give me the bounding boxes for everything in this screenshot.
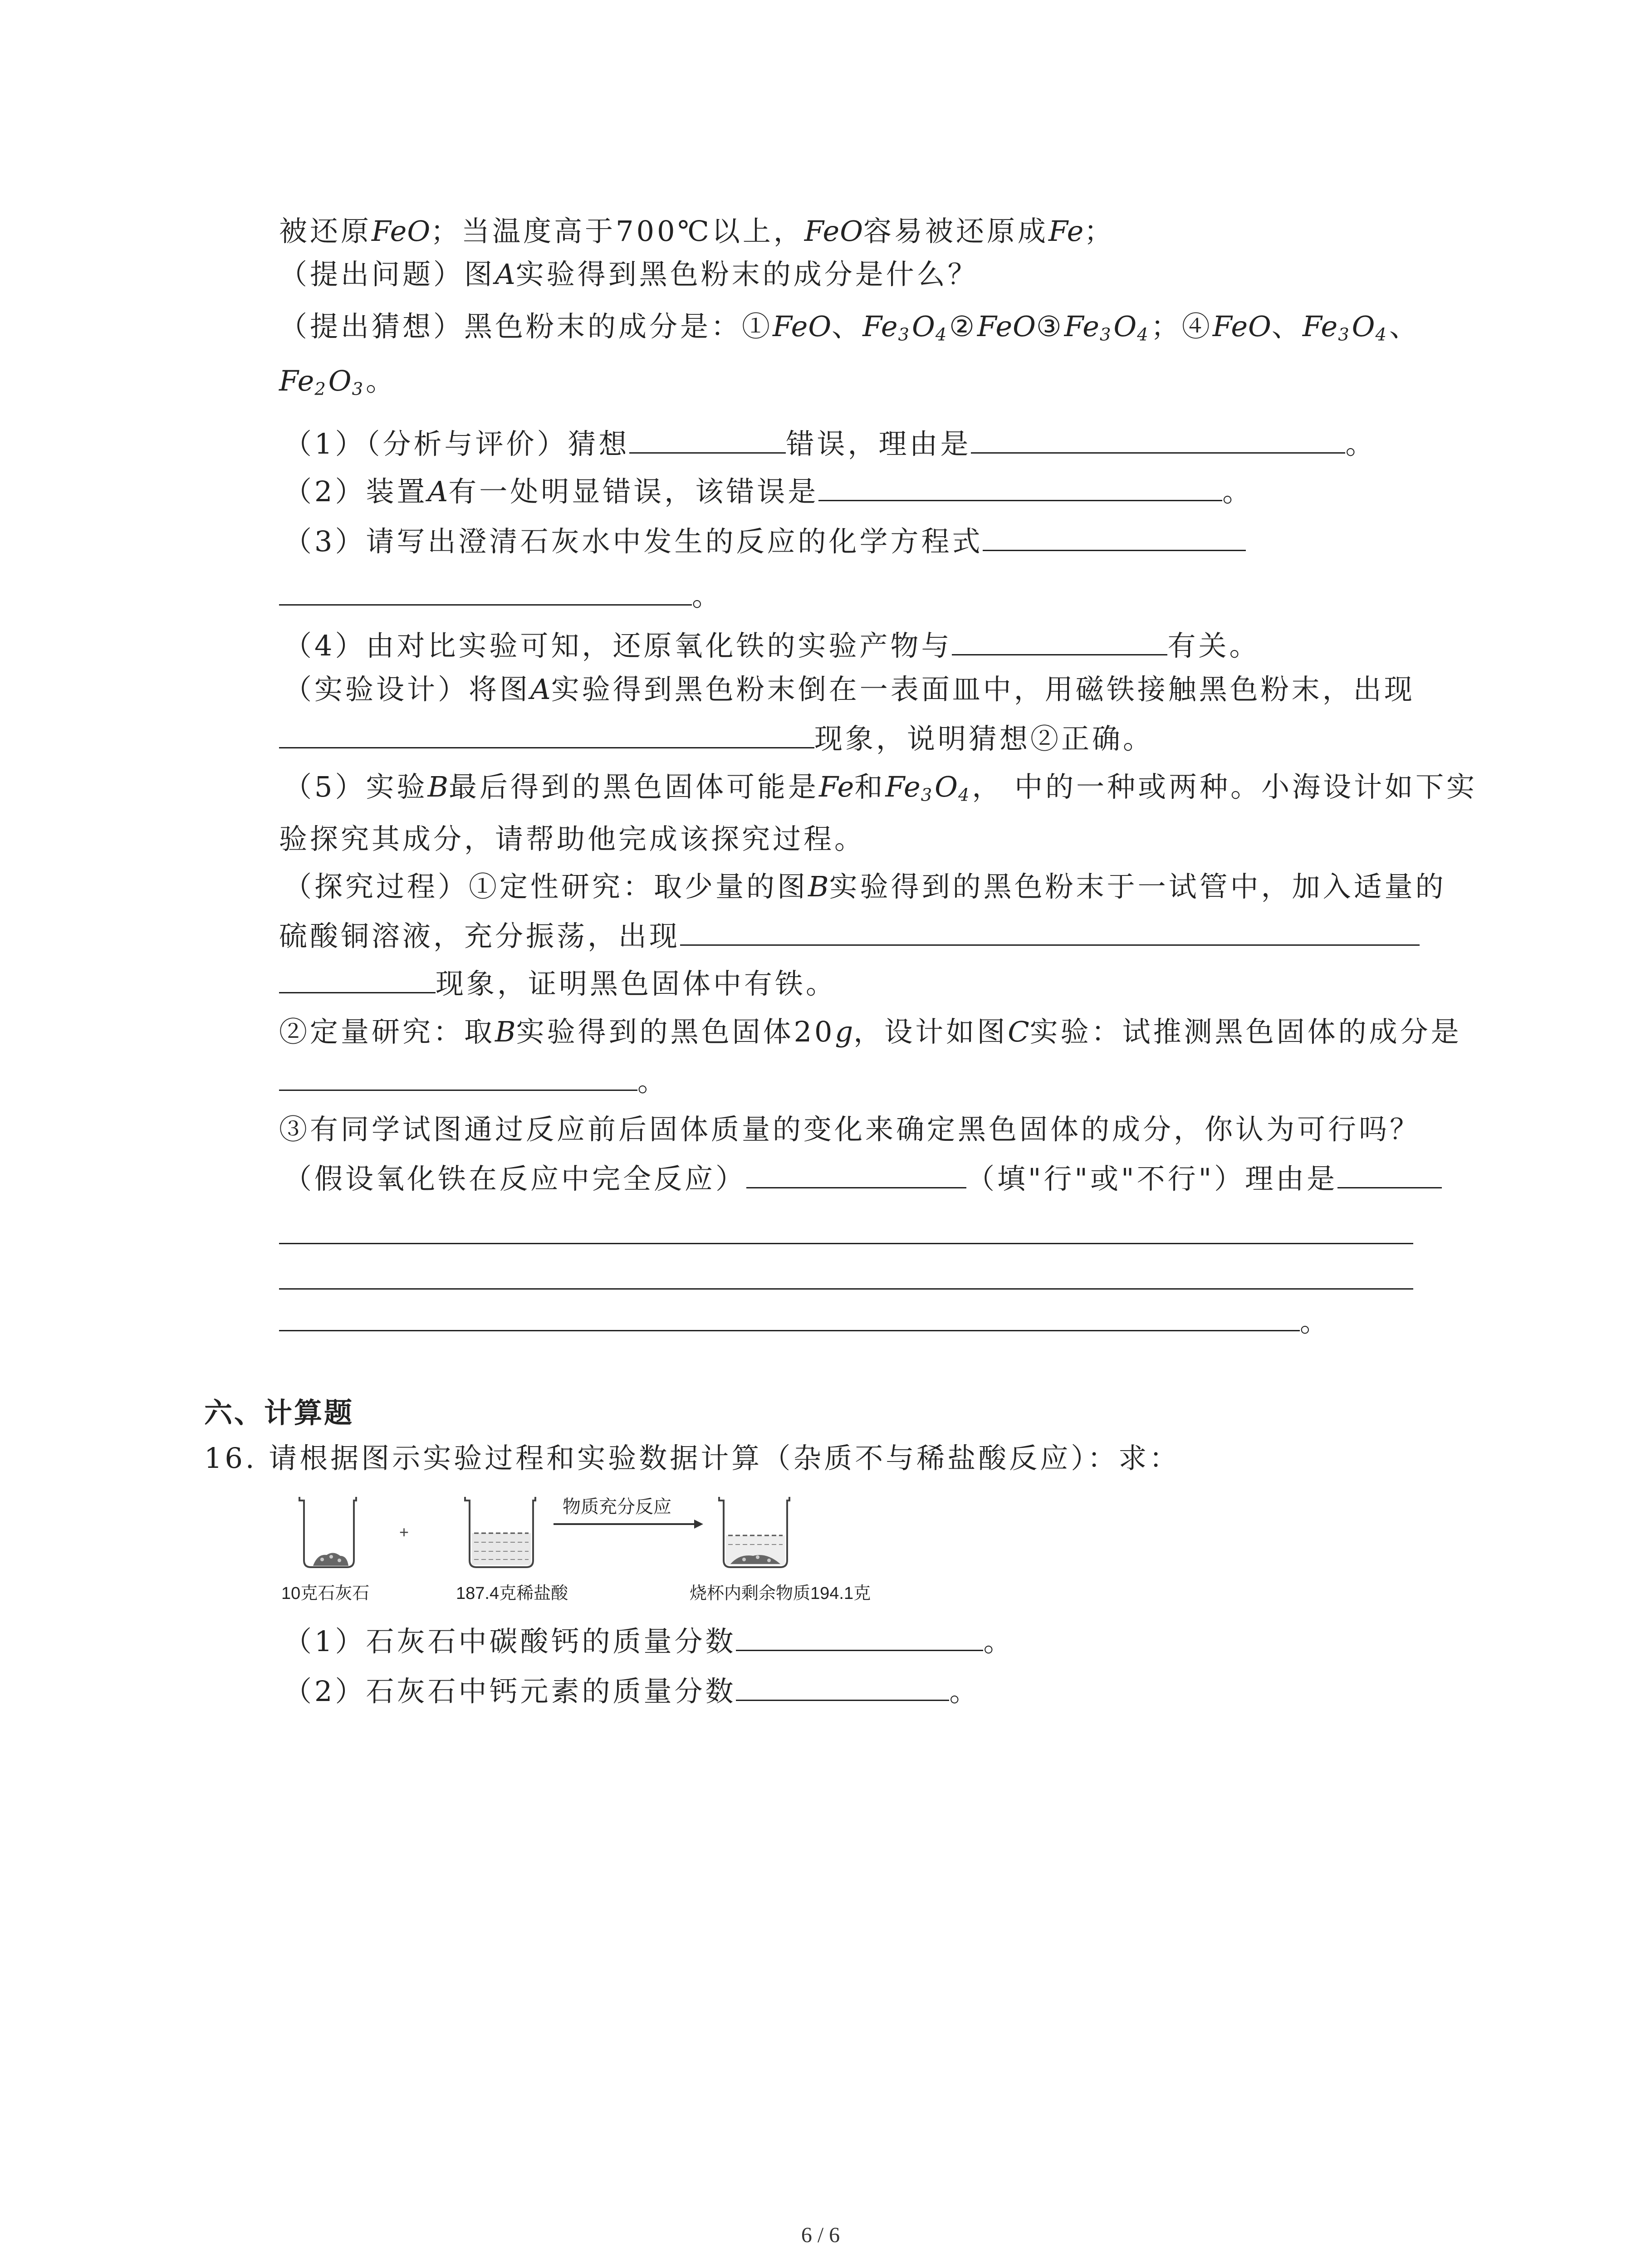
answer-blank[interactable] [279, 964, 436, 993]
text-line: 被还原FeO；当温度高于700℃以上，FeO容易被还原成Fe； [279, 215, 1115, 248]
answer-blank[interactable] [1337, 1159, 1442, 1188]
subquestion-2: （2）装置A有一处明显错误，该错误是 。 [284, 472, 1253, 510]
subquestion-3: （3）请写出澄清石灰水中发生的反应的化学方程式 [284, 522, 1246, 560]
procedure-2: ②定量研究：取B实验得到的黑色固体20g，设计如图C实验：试推测黑色固体的成分是 [279, 1015, 1462, 1048]
procedure-3: ③有同学试图通过反应前后固体质量的变化来确定黑色固体的成分，你认为可行吗？ [279, 1113, 1421, 1146]
answer-blank[interactable] [746, 1159, 966, 1188]
section-heading: 六、计算题 [204, 1396, 354, 1429]
procedure-3-cont: （假设氧化铁在反应中完全反应） （填"行"或"不行"）理由是 [284, 1159, 1442, 1197]
subquestion-5-cont: 验探究其成分，请帮助他完成该探究过程。 [279, 822, 866, 855]
answer-blank[interactable] [680, 916, 1420, 946]
beaker-limestone-icon [299, 1497, 356, 1567]
answer-blank[interactable] [971, 424, 1345, 454]
question-prompt: （提出问题）图A实验得到黑色粉末的成分是什么？ [279, 258, 979, 291]
calc-subquestion-2: （2）石灰石中钙元素的质量分数 。 [284, 1672, 980, 1710]
answer-blank[interactable] [279, 1061, 637, 1091]
answer-blank[interactable] [279, 719, 814, 748]
hypothesis-line-cont: $Fe_2O_3$。 [279, 364, 397, 400]
caption-result: 烧杯内剩余物质194.1克 [690, 1584, 871, 1603]
subquestion-4: （4）由对比实验可知，还原氧化铁的实验产物与 有关。 [284, 626, 1260, 664]
caption-limestone: 10克石灰石 [281, 1584, 370, 1603]
subquestion-3-cont: 。 [279, 576, 723, 614]
answer-blank[interactable] [736, 1672, 949, 1701]
answer-blank[interactable] [279, 1302, 1300, 1331]
experiment-figure [272, 1488, 907, 1628]
procedure-1-cont: 硫酸铜溶液，充分振荡，出现 [279, 916, 1420, 954]
answer-rule-last: 。 [279, 1302, 1331, 1340]
subquestion-1: （1）（分析与评价）猜想 错误，理由是 。 [284, 424, 1376, 462]
answer-blank[interactable] [736, 1622, 983, 1651]
procedure-2-cont: 。 [279, 1061, 668, 1100]
procedure-1-cont2: 现象，证明黑色固体中有铁。 [279, 964, 837, 1002]
plus-sign: + [399, 1523, 409, 1541]
beaker-result-icon [719, 1497, 789, 1567]
answer-blank[interactable] [818, 472, 1222, 501]
answer-blank[interactable] [983, 522, 1246, 551]
answer-rule[interactable] [279, 1243, 1413, 1244]
calc-subquestion-1: （1）石灰石中碳酸钙的质量分数 。 [284, 1622, 1014, 1660]
question-16: 16. 请根据图示实验过程和实验数据计算（杂质不与稀盐酸反应）：求： [204, 1442, 1181, 1475]
subquestion-5: （5）实验B最后得到的黑色固体可能是Fe和$Fe_3O_4$， 中的一种或两种。小海设计如下实 [284, 770, 1478, 806]
procedure-1: （探究过程）①定性研究：取少量的图B实验得到的黑色粉末于一试管中，加入适量的 [284, 870, 1446, 903]
page-number: 6 / 6 [801, 2223, 840, 2247]
caption-acid: 187.4克稀盐酸 [456, 1584, 568, 1603]
experiment-design-cont: 现象，说明猜想②正确。 [279, 719, 1154, 757]
answer-rule[interactable] [279, 1288, 1413, 1290]
answer-blank[interactable] [279, 576, 692, 606]
arrow-label: 物质充分反应 [563, 1497, 671, 1517]
reaction-arrow-icon [554, 1520, 703, 1529]
answer-blank[interactable] [952, 626, 1167, 655]
hypothesis-line: （提出猜想）黑色粉末的成分是：①FeO、$Fe_3O_4②FeO③Fe_3O_4$；④FeO、$Fe_3O_4$、 [279, 310, 1420, 345]
experiment-design: （实验设计）将图A实验得到黑色粉末倒在一表面皿中，用磁铁接触黑色粉末，出现 [284, 673, 1415, 706]
beaker-acid-icon [465, 1497, 535, 1567]
answer-blank[interactable] [629, 424, 786, 454]
